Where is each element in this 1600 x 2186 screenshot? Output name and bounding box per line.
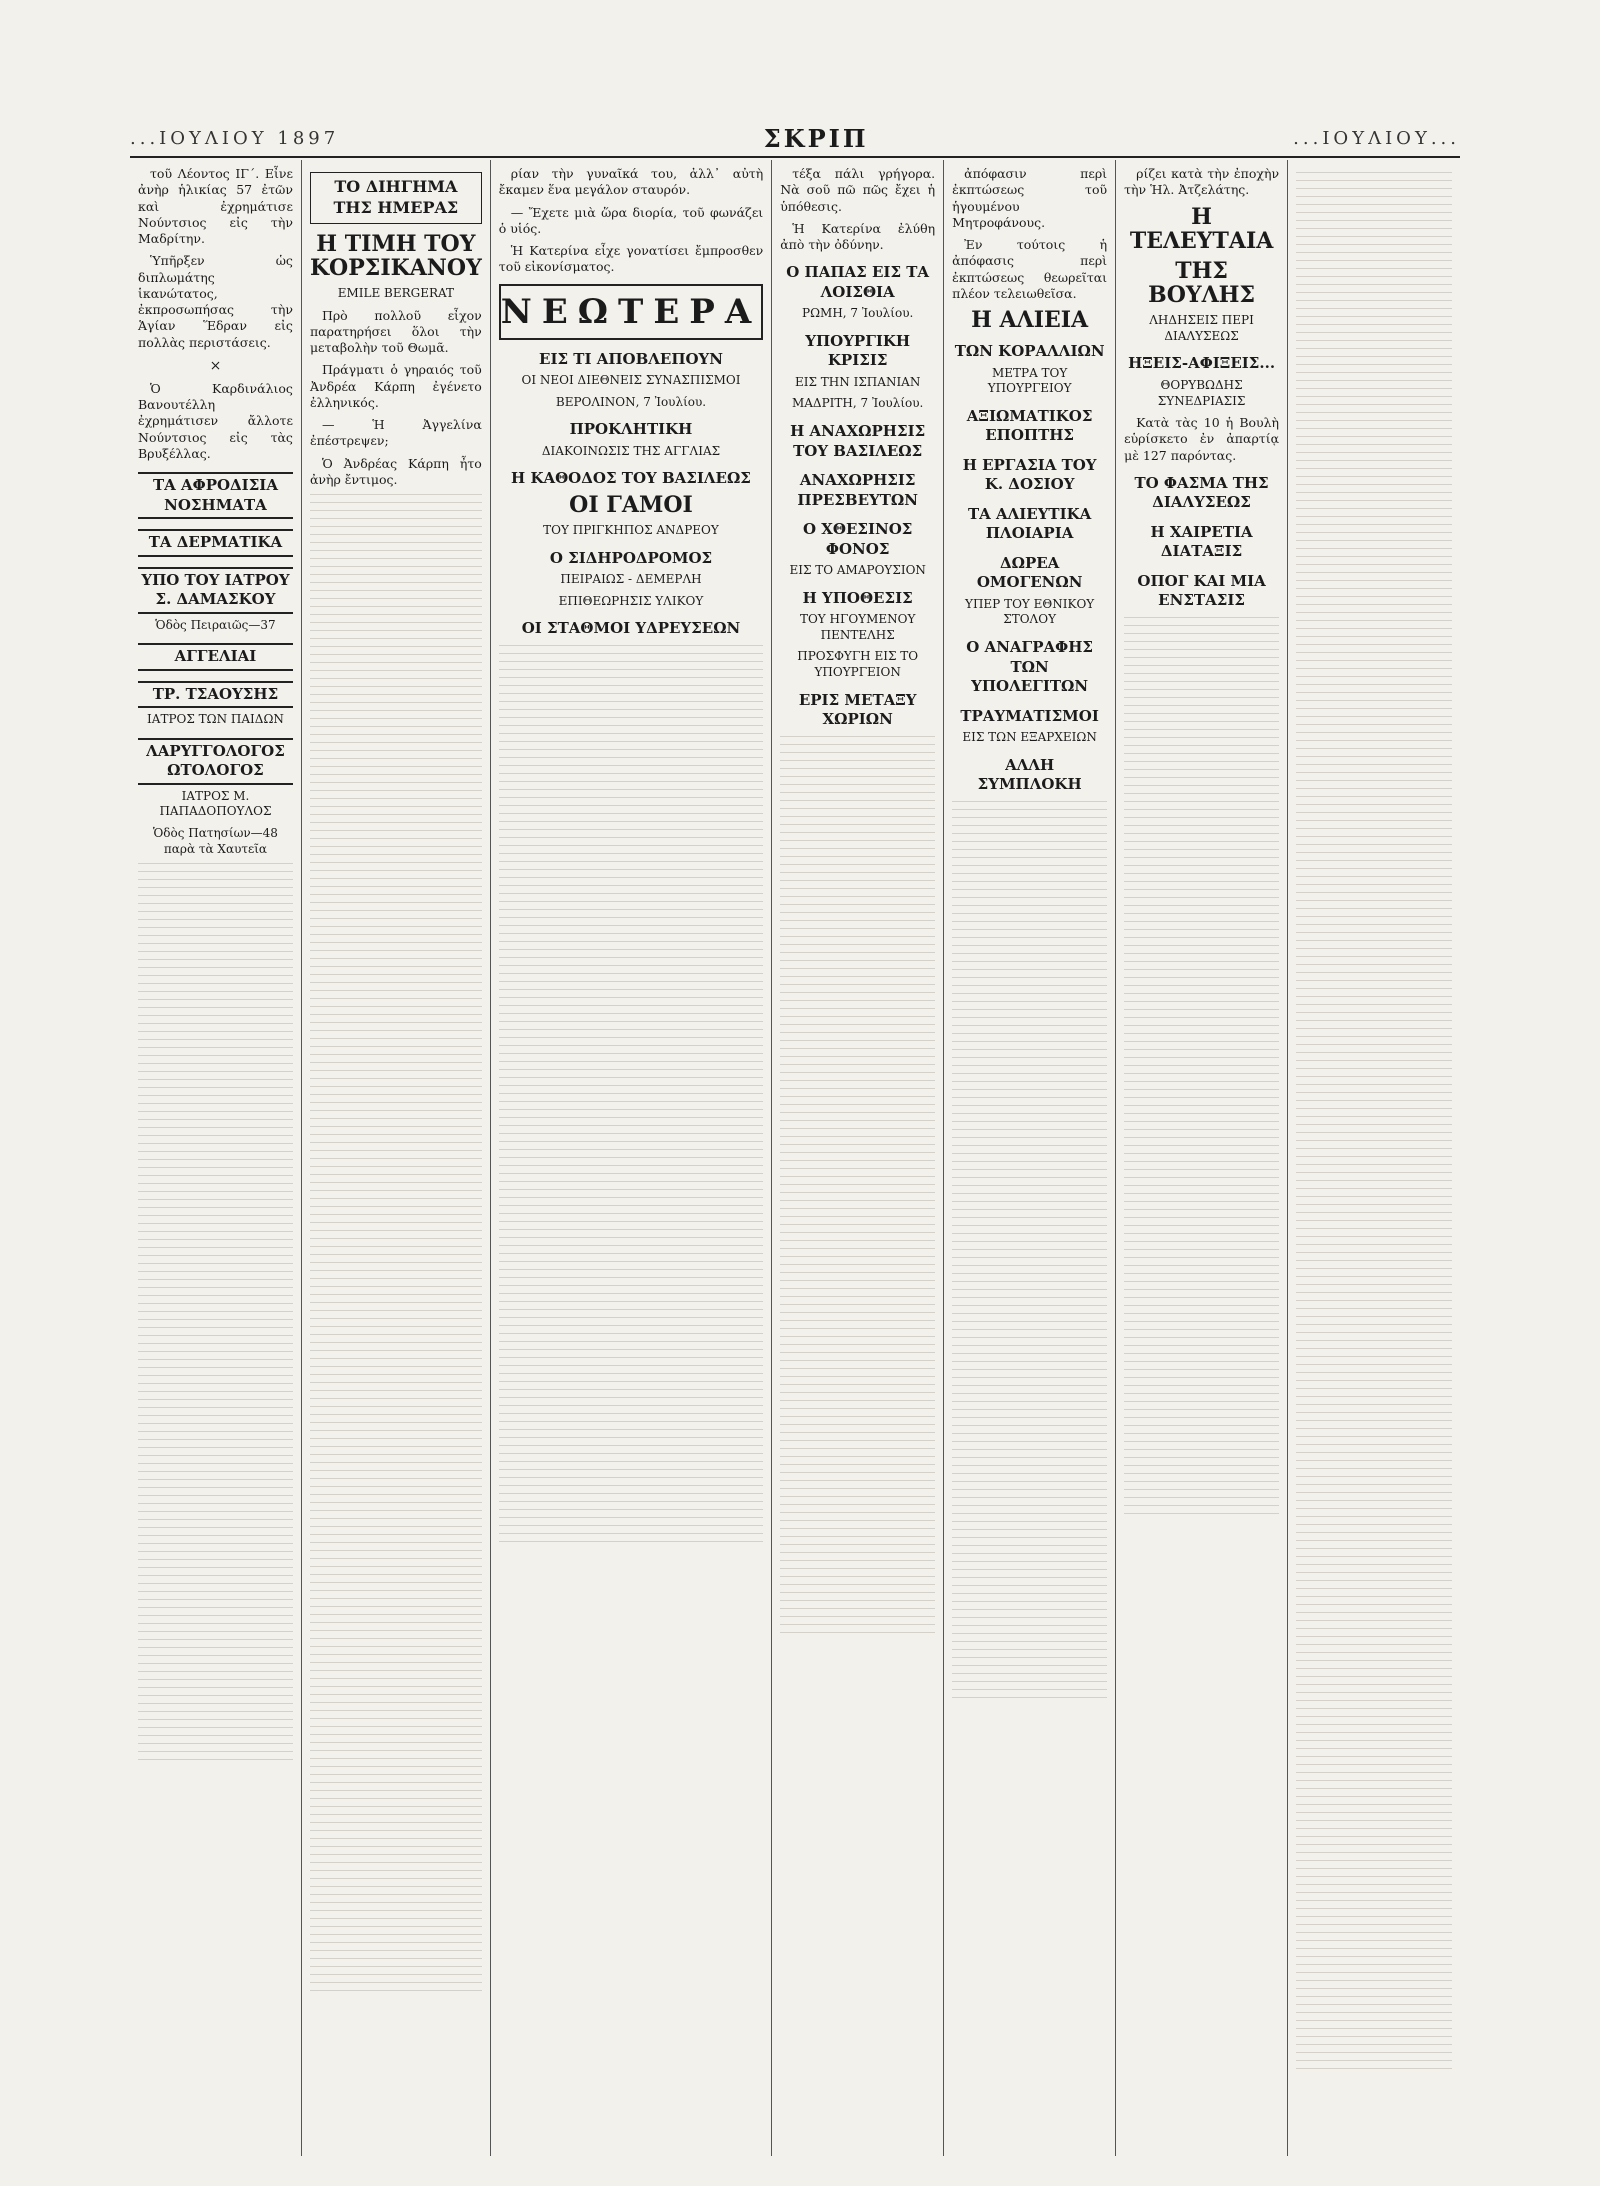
masthead-date-left: ...ΙΟΥΛΙΟΥ 1897 (130, 127, 340, 149)
article-paragraph: Ἡ Κατερίνα εἶχε γονατίσει ἔμπροσθεν τοῦ εἰκονίσματος. (498, 243, 764, 275)
article-subheadline: ΗΞΕΙΣ-ΑΦΙΞΕΙΣ... (1128, 354, 1276, 373)
article-headline: ΟΙ ΣΤΑΘΜΟΙ ΥΔΡΕΥΣΕΩΝ (521, 619, 741, 638)
article-subheadline: ΤΩΝ ΚΟΡΑΛΛΙΩΝ (954, 342, 1105, 361)
article-subheadline: ΤΟΥ ΠΡΙΓΚΗΠΟΣ ΑΝΔΡΕΟΥ (543, 523, 719, 538)
ad-title: ΥΠΟ ΤΟΥ ΙΑΤΡΟΥ Σ. ΔΑΜΑΣΚΟΥ (138, 567, 293, 614)
article-subheadline: ΠΡΟΣΦΥΓΗ ΕΙΣ ΤΟ ΥΠΟΥΡΓΕΙΟΝ (797, 649, 919, 679)
article-headline: ΔΩΡΕΑ ΟΜΟΓΕΝΩΝ (976, 553, 1083, 592)
article-paragraph: Ἡ Κατερίνα ἐλύθη ἀπὸ τὴν ὀδύνην. (780, 220, 936, 252)
column-3 (491, 160, 772, 2156)
article-paragraph: Κατὰ τὰς 10 ἡ Βουλὴ εὑρίσκετο ἐν ἀπαρτίᾳ μὲ 127 παρόντας. (1124, 415, 1280, 463)
article-subheadline: ΥΠΕΡ ΤΟΥ ΕΘΝΙΚΟΥ ΣΤΟΛΟΥ (965, 596, 1095, 627)
article-headline: ΑΝΑΧΩΡΗΣΙΣ ΠΡΕΣΒΕΥΤΩΝ (797, 471, 918, 509)
article-headline: Η ΤΕΛΕΥΤΑΙΑ (1129, 203, 1274, 254)
article-subheadline: ΠΕΙΡΑΙΩΣ - ΔΕΜΕΡΛΗ (560, 572, 702, 587)
article-paragraph: τοῦ Λέοντος ΙΓ΄. Εἶνε ἀνὴρ ἡλικίας 57 ἐτῶν καὶ ἐχρημάτισε Νούντσιος εἰς τὴν Μαδρίτην. (138, 166, 293, 246)
story-box (310, 172, 482, 224)
article-headline: Ο ΑΝΑΓΡΑΦΗΣ ΤΩΝ ΥΠΟΛΕΓΙΤΩΝ (966, 638, 1093, 696)
article-paragraph: Ὁ Καρδινάλιος Βανουτέλλη ἐχρημάτισεν ἄλλοτε Νούντσιος εἰς τὰς Βρυξέλλας. (138, 380, 293, 461)
article-paragraph: τέξα πάλι γρήγορα. Νὰ σοῦ πῶ πῶς ἔχει ἡ ὑπόθεσις. (780, 166, 936, 214)
article-dateline: ΜΑΔΡΙΤΗ, 7 Ἰουλίου. (791, 396, 924, 411)
article-paragraph: Πρὸ πολλοῦ εἶχον παρατηρήσει ὅλοι τὴν μεταβολὴν τοῦ Θωμᾶ. (309, 307, 482, 356)
article-headline: Η ΑΛΙΕΙΑ (971, 307, 1089, 333)
article-subheadline: ΕΙΣ ΤΟ ΑΜΑΡΟΥΣΙΟΝ (789, 563, 926, 578)
article-subheadline: ΟΙ ΝΕΟΙ ΔΙΕΘΝΕΙΣ ΣΥΝΑΣΠΙΣΜΟΙ (521, 373, 741, 388)
story-headline: Η ΤΙΜΗ ΤΟΥ ΚΟΡΣΙΚΑΝΟΥ (309, 230, 482, 281)
ad-title: ΑΓΓΕΛΙΑΙ (138, 643, 293, 671)
column-2 (302, 160, 491, 2156)
section-banner: ΝΕΩΤΕΡΑ (499, 284, 763, 340)
article-dateline: ΒΕΡΟΛΙΝΟΝ, 7 Ἰουλίου. (555, 394, 707, 409)
ad-subtitle: ΙΑΤΡΟΣ ΤΩΝ ΠΑΙΔΩΝ (147, 712, 284, 727)
article-paragraph: Ὑπῆρξεν ὡς διπλωμάτης ἱκανώτατος, ἐκπροσωπήσας τὴν Ἁγίαν Ἕδραν εἰς πολλὰς περιστάσεις. (138, 253, 293, 350)
text-body (310, 494, 482, 1994)
ad-subtitle: ΙΑΤΡΟΣ Μ. ΠΑΠΑΔΟΠΟΥΛΟΣ (159, 788, 272, 819)
column-1 (130, 160, 302, 2156)
article-subheadline: ΛΗΔΗΣΕΙΣ ΠΕΡΙ ΔΙΑΛΥΣΕΩΣ (1149, 313, 1254, 343)
article-subheadline: ΤΟΥ ΗΓΟΥΜΕΝΟΥ ΠΕΝΤΕΛΗΣ (799, 612, 916, 642)
article-headline: ΤΡΑΥΜΑΤΙΣΜΟΙ (960, 706, 1099, 725)
column-4 (772, 160, 944, 2156)
separator-mark: × (209, 357, 222, 374)
column-6 (1116, 160, 1288, 2156)
article-headline: ΑΞΙΩΜΑΤΙΚΟΣ ΕΠΟΠΤΗΣ (966, 406, 1093, 445)
text-body (499, 645, 763, 1545)
box-title: ΤΟ ΔΙΗΓΗΜΑ ΤΗΣ ΗΜΕΡΑΣ (333, 177, 459, 217)
columns (130, 160, 1460, 2156)
ad-title: ΤΑ ΔΕΡΜΑΤΙΚΑ (138, 529, 293, 557)
newspaper-name: ΣΚΡΙΠ (763, 123, 869, 153)
masthead (130, 120, 1460, 158)
ad-text: Ὁδὸς Πειραιῶς—37 (155, 617, 276, 632)
article-subheadline: ΔΙΑΚΟΙΝΩΣΙΣ ΤΗΣ ΑΓΓΛΙΑΣ (541, 443, 721, 458)
article-paragraph: ρίζει κατὰ τὴν ἐποχὴν τὴν Ἡλ. Ἀτζελάτης. (1124, 166, 1280, 198)
article-headline: ΠΡΟΚΛΗΤΙΚΗ (569, 420, 693, 439)
article-paragraph: — Ἡ Ἀγγελίνα ἐπέστρεψεν; (309, 417, 482, 449)
ad-title: ΛΑΡΥΓΓΟΛΟΓΟΣ ΩΤΟΛΟΓΟΣ (138, 738, 293, 785)
article-headline: ΟΙ ΓΑΜΟΙ (569, 491, 693, 518)
article-headline: Η ΧΑΙΡΕΤΙΑ ΔΙΑΤΑΞΙΣ (1150, 522, 1253, 561)
text-body (780, 736, 935, 1636)
article-headline: Ο ΧΘΕΣΙΝΟΣ ΦΟΝΟΣ (802, 520, 913, 558)
masthead-date-right: ...ΙΟΥΛΙΟΥ... (1293, 127, 1460, 149)
article-headline: ΟΠΟΓ ΚΑΙ ΜΙΑ ΕΝΣΤΑΣΙΣ (1137, 571, 1266, 610)
article-headline: ΑΛΛΗ ΣΥΜΠΛΟΚΗ (977, 755, 1082, 794)
article-headline: ΕΙΣ ΤΙ ΑΠΟΒΛΕΠΟΥΝ (539, 349, 723, 368)
article-headline: Η ΥΠΟΘΕΣΙΣ (802, 588, 913, 607)
article-paragraph: Ἐν τούτοις ἡ ἀπόφασις περὶ ἐκπτώσεως θεωρεῖται πλέον τελειωθεῖσα. (952, 237, 1108, 301)
ad-text: Ὁδὸς Πατησίων—48 παρὰ τὰ Χαυτεῖα (152, 826, 278, 856)
article-paragraph: ρίαν τὴν γυναῖκά του, ἀλλ᾽ αὐτὴ ἔκαμεν ἕνα μεγάλον σταυρόν. (498, 166, 764, 198)
article-headline: ΤΟ ΦΑΣΜΑ ΤΗΣ ΔΙΑΛΥΣΕΩΣ (1134, 473, 1269, 512)
article-subheadline: ΘΟΡΥΒΩΔΗΣ ΣΥΝΕΔΡΙΑΣΙΣ (1157, 377, 1246, 408)
article-paragraph: Πράγματι ὁ γηραιός τοῦ Ἀνδρέα Κάρπη ἐγένετο ἐλληνικός. (309, 362, 482, 410)
ad-title: ΤΡ. ΤΣΑΟΥΣΗΣ (138, 681, 293, 709)
article-subheadline: ΕΠΙΘΕΩΡΗΣΙΣ ΥΛΙΚΟΥ (558, 593, 704, 608)
article-paragraph: Ὁ Ἀνδρέας Κάρπη ἦτο ἀνὴρ ἔντιμος. (309, 455, 482, 487)
article-headline: Ο ΣΙΔΗΡΟΔΡΟΜΟΣ (549, 548, 713, 567)
article-dateline: ΡΩΜΗ, 7 Ἰουλίου. (802, 306, 914, 321)
article-paragraph: ἀπόφασιν περὶ ἐκπτώσεως τοῦ ἡγουμένου Μητροφάνους. (952, 166, 1108, 230)
ad-title: ΤΑ ΑΦΡΟΔΙΣΙΑ ΝΟΣΗΜΑΤΑ (138, 472, 293, 519)
text-body (952, 801, 1107, 1701)
article-headline: ΤΑ ΑΛΙΕΥΤΙΚΑ ΠΛΟΙΑΡΙΑ (967, 504, 1092, 543)
article-headline: ΤΗΣ ΒΟΥΛΗΣ (1148, 257, 1255, 309)
article-headline: Η ΚΑΘΟΔΟΣ ΤΟΥ ΒΑΣΙΛΕΩΣ (511, 469, 751, 488)
article-headline: Ο ΠΑΠΑΣ ΕΙΣ ΤΑ ΛΟΙΣΘΙΑ (786, 263, 930, 301)
text-body (138, 863, 293, 1763)
article-headline: ΥΠΟΥΡΓΙΚΗ ΚΡΙΣΙΣ (805, 331, 911, 370)
article-paragraph: — Ἔχετε μιὰ ὥρα διορία, τοῦ φωνάζει ὁ υἱός. (498, 204, 764, 236)
article-subheadline: ΕΙΣ ΤΩΝ ΕΞΑΡΧΕΙΩΝ (962, 730, 1097, 745)
article-headline: ΕΡΙΣ ΜΕΤΑΞΥ ΧΩΡΙΩΝ (798, 690, 917, 728)
article-subheadline: ΕΙΣ ΤΗΝ ΙΣΠΑΝΙΑΝ (795, 374, 921, 389)
text-body (1124, 617, 1279, 1517)
story-author: EMILE BERGERAT (337, 285, 455, 300)
text-body (1296, 172, 1452, 2072)
column-5 (944, 160, 1116, 2156)
article-headline: Η ΕΡΓΑΣΙΑ ΤΟΥ Κ. ΔΟΣΙΟΥ (962, 455, 1097, 494)
article-subheadline: ΜΕΤΡΑ ΤΟΥ ΥΠΟΥΡΓΕΙΟΥ (987, 365, 1072, 396)
article-headline: Η ΑΝΑΧΩΡΗΣΙΣ ΤΟΥ ΒΑΣΙΛΕΩΣ (790, 422, 926, 460)
column-7 (1288, 160, 1460, 2156)
